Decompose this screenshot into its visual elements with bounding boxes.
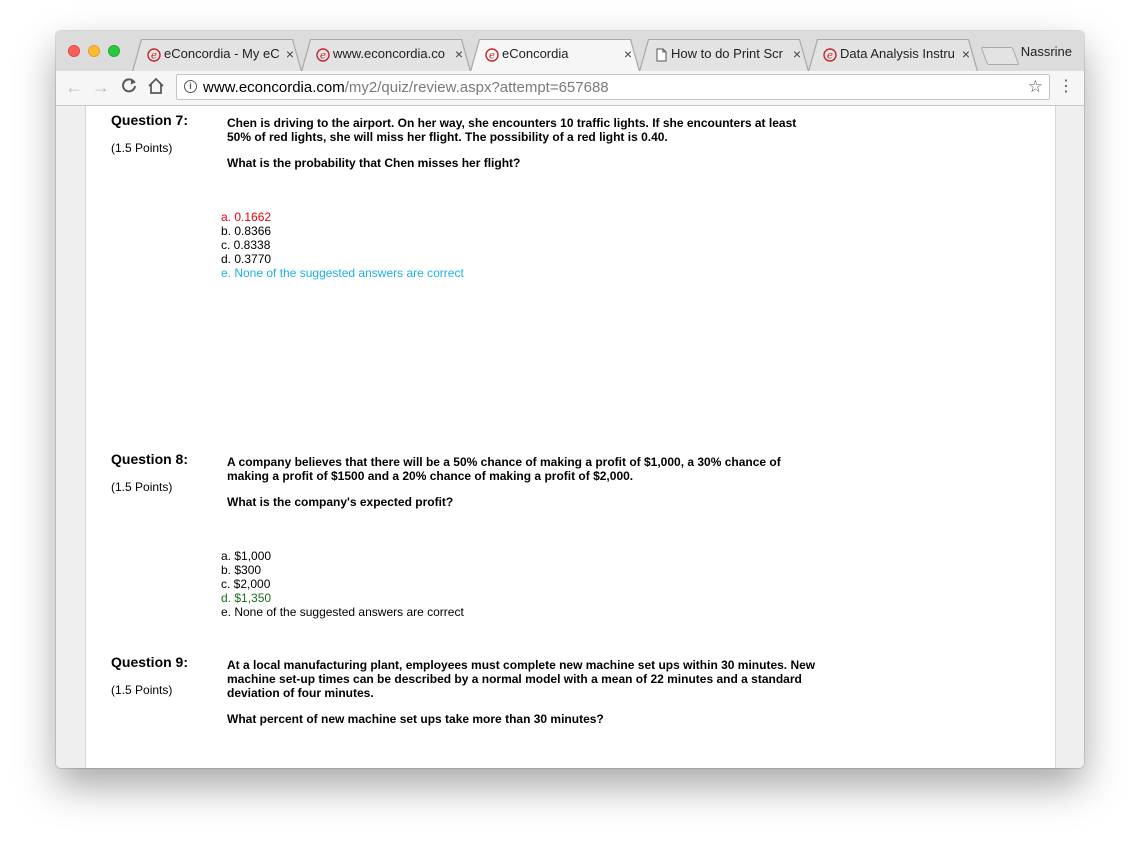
answer-option-c: c. 0.8338: [221, 238, 271, 252]
tab-close-icon[interactable]: ×: [285, 46, 294, 62]
answer-list: [221, 549, 464, 619]
home-icon[interactable]: [146, 77, 166, 97]
answer-list: [221, 210, 464, 280]
question-points: (1.5 Points): [111, 480, 173, 494]
address-bar[interactable]: [176, 74, 1050, 100]
answer-option-b: b. 0.8366: [221, 224, 272, 238]
tab-title: eConcordia - My eC: [164, 46, 280, 61]
tab-title: Data Analysis Instru: [840, 46, 955, 61]
svg-text:e: e: [320, 50, 326, 62]
tab-close-icon[interactable]: ×: [454, 46, 463, 62]
question-label: Question 9:: [111, 654, 189, 670]
answer-option-a: a. $1,000: [221, 549, 272, 563]
tab-title: How to do Print Scr: [671, 46, 783, 61]
reload-glyph-icon: [120, 77, 138, 95]
answer-option-d: d. $1,350: [221, 591, 272, 605]
info-icon[interactable]: i: [184, 80, 197, 93]
question-text: At a local manufacturing plant, employees must complete new machine set ups within 30 minutes. New machine set-up times can be described by a normal model with a mean of 22 minutes and a standard deviation of four minutes.: [227, 658, 816, 700]
tab-econcordia-active[interactable]: [470, 39, 640, 71]
page-viewport: [56, 106, 1084, 768]
question-points: (1.5 Points): [111, 683, 173, 697]
question-text: Chen is driving to the airport. On her way, she encounters 10 traffic lights. If she encounters at least 50% of red lights, she will miss her flight. The possibility of a red light is 0.40.: [227, 116, 797, 144]
econcordia-favicon-icon: [823, 48, 837, 62]
question-label: Question 7:: [111, 112, 189, 128]
question-points: (1.5 Points): [111, 141, 173, 155]
bookmark-star-icon[interactable]: ☆: [1027, 77, 1043, 96]
answer-option-e: e. None of the suggested answers are correct: [221, 605, 464, 619]
url-host: www.econcordia.com: [203, 79, 345, 96]
url-text[interactable]: [203, 79, 609, 96]
svg-text:e: e: [827, 50, 833, 62]
answer-option-a: a. 0.1662: [221, 210, 272, 224]
answer-option-b: b. $300: [221, 563, 262, 577]
tab-close-icon[interactable]: ×: [792, 46, 801, 62]
tab-title: eConcordia: [502, 46, 569, 61]
svg-text:e: e: [151, 50, 157, 62]
econcordia-favicon-icon: [147, 48, 161, 62]
question-text: A company believes that there will be a 50% chance of making a profit of $1,000, a 30% chance of making a profit of $1500 and a 20% chance of making a profit of $2,000.: [227, 455, 781, 483]
url-path: /my2/quiz/review.aspx?attempt=657688: [344, 79, 609, 96]
browser-toolbar: [56, 71, 1084, 106]
tab-close-icon[interactable]: ×: [961, 46, 970, 62]
close-window-button[interactable]: [68, 45, 80, 57]
tab-data-analysis[interactable]: [808, 39, 978, 71]
tab-title: www.econcordia.co: [333, 46, 445, 61]
question-prompt: What percent of new machine set ups take more than 30 minutes?: [227, 712, 604, 726]
econcordia-favicon-icon: [316, 48, 330, 62]
answer-option-c: c. $2,000: [221, 577, 271, 591]
fullscreen-window-button[interactable]: [108, 45, 120, 57]
answer-option-e: e. None of the suggested answers are correct: [221, 266, 464, 280]
forward-arrow-icon[interactable]: →: [92, 77, 110, 97]
reload-icon[interactable]: [119, 77, 139, 97]
answer-option-d: d. 0.3770: [221, 252, 272, 266]
quiz-review-page: [85, 106, 1056, 768]
question-label: Question 8:: [111, 451, 189, 467]
browser-window: [56, 31, 1084, 768]
document-icon: [654, 48, 668, 62]
tab-strip: [56, 31, 1084, 72]
tab-econcordia-www[interactable]: [301, 39, 471, 71]
tab-econcordia-my[interactable]: [132, 39, 302, 71]
question-prompt: What is the probability that Chen misses her flight?: [227, 156, 521, 170]
home-glyph-icon: [147, 77, 165, 95]
svg-text:e: e: [489, 50, 495, 62]
new-tab-button[interactable]: [981, 47, 1020, 65]
tab-print-screen[interactable]: [639, 39, 809, 71]
tab-close-icon[interactable]: ×: [623, 46, 632, 62]
back-arrow-icon[interactable]: ←: [65, 77, 83, 97]
question-prompt: What is the company's expected profit?: [227, 495, 454, 509]
browser-menu-icon[interactable]: ⋮: [1058, 78, 1074, 95]
profile-name[interactable]: Nassrine: [1020, 44, 1072, 59]
econcordia-favicon-icon: [485, 48, 499, 62]
minimize-window-button[interactable]: [88, 45, 100, 57]
